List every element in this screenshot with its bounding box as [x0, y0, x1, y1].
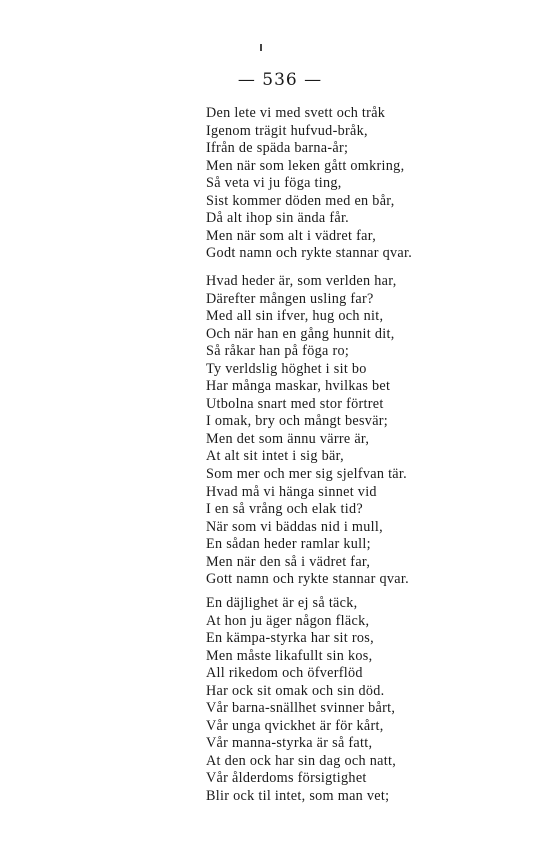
verse-line: En kämpa-styrka har sit ros,: [206, 630, 374, 647]
verse-line: All rikedom och öfverflöd: [206, 665, 363, 682]
verse-line: At den ock har sin dag och natt,: [206, 752, 397, 769]
verse-line: Och när han en gång hunnit dit,: [206, 325, 395, 342]
verse-line: At hon ju äger någon fläck,: [206, 612, 370, 629]
stanza-1: [206, 105, 412, 263]
verse-line: Vår barna-snällhet svinner bårt,: [206, 700, 396, 717]
stanza-2: [206, 273, 409, 589]
verse-line: I en så vrång och elak tid?: [206, 501, 364, 518]
verse-line: Vår unga qvickhet är för kårt,: [206, 717, 384, 734]
verse-line: Godt namn och rykte stannar qvar.: [206, 245, 413, 262]
verse-line: Ty verldslig höghet i sit bo: [206, 360, 367, 377]
verse-line: Med all sin ifver, hug och nit,: [206, 308, 384, 325]
verse-line: Vår manna-styrka är så fatt,: [206, 735, 373, 752]
verse-line: Blir ock til intet, som man vet;: [206, 788, 390, 805]
verse-line: Så råkar han på föga ro;: [206, 343, 350, 360]
verse-line: Som mer och mer sig sjelfvan tär.: [206, 466, 407, 483]
verse-line: Utbolna snart med stor förtret: [206, 395, 384, 412]
verse-line: At alt sit intet i sig bär,: [206, 448, 344, 465]
verse-line: När som vi bäddas nid i mull,: [206, 518, 383, 535]
verse-line: En däjlighet är ej så täck,: [206, 595, 358, 611]
verse-line: Har många maskar, hvilkas bet: [206, 378, 391, 395]
verse-line: I omak, bry och mångt besvär;: [206, 413, 389, 430]
verse-line: Hvad heder är, som verlden har,: [206, 273, 397, 289]
verse-line: Igenom trägit hufvud-bråk,: [206, 122, 368, 139]
verse-line: Hvad må vi hänga sinnet vid: [206, 483, 377, 500]
verse-line: Men det som ännu värre är,: [206, 430, 370, 447]
verse-line: Gott namn och rykte stannar qvar.: [206, 571, 409, 588]
verse-line: Vår ålderdoms försigtighet: [206, 770, 367, 787]
verse-line: En sådan heder ramlar kull;: [206, 536, 371, 553]
verse-line: Men måste likafullt sin kos,: [206, 647, 373, 664]
verse-line: Därefter mången usling far?: [206, 290, 374, 307]
verse-line: Så veta vi ju föga ting,: [206, 175, 342, 192]
verse-line: Sist kommer döden med en bår,: [206, 192, 395, 209]
verse-line: Då alt ihop sin ända får.: [206, 210, 350, 227]
verse-line: Men när som leken gått omkring,: [206, 157, 405, 174]
verse-line: Men när den så i vädret far,: [206, 553, 371, 570]
verse-line: Har ock sit omak och sin död.: [206, 682, 385, 699]
ink-mark: [260, 44, 262, 51]
verse-line: Men när som alt i vädret far,: [206, 227, 377, 244]
stanza-3: [206, 595, 396, 806]
verse-line: Ifrån de späda barna-år;: [206, 140, 349, 157]
page-number: — 536 —: [237, 70, 323, 90]
verse-line: Den lete vi med svett och tråk: [206, 105, 386, 121]
